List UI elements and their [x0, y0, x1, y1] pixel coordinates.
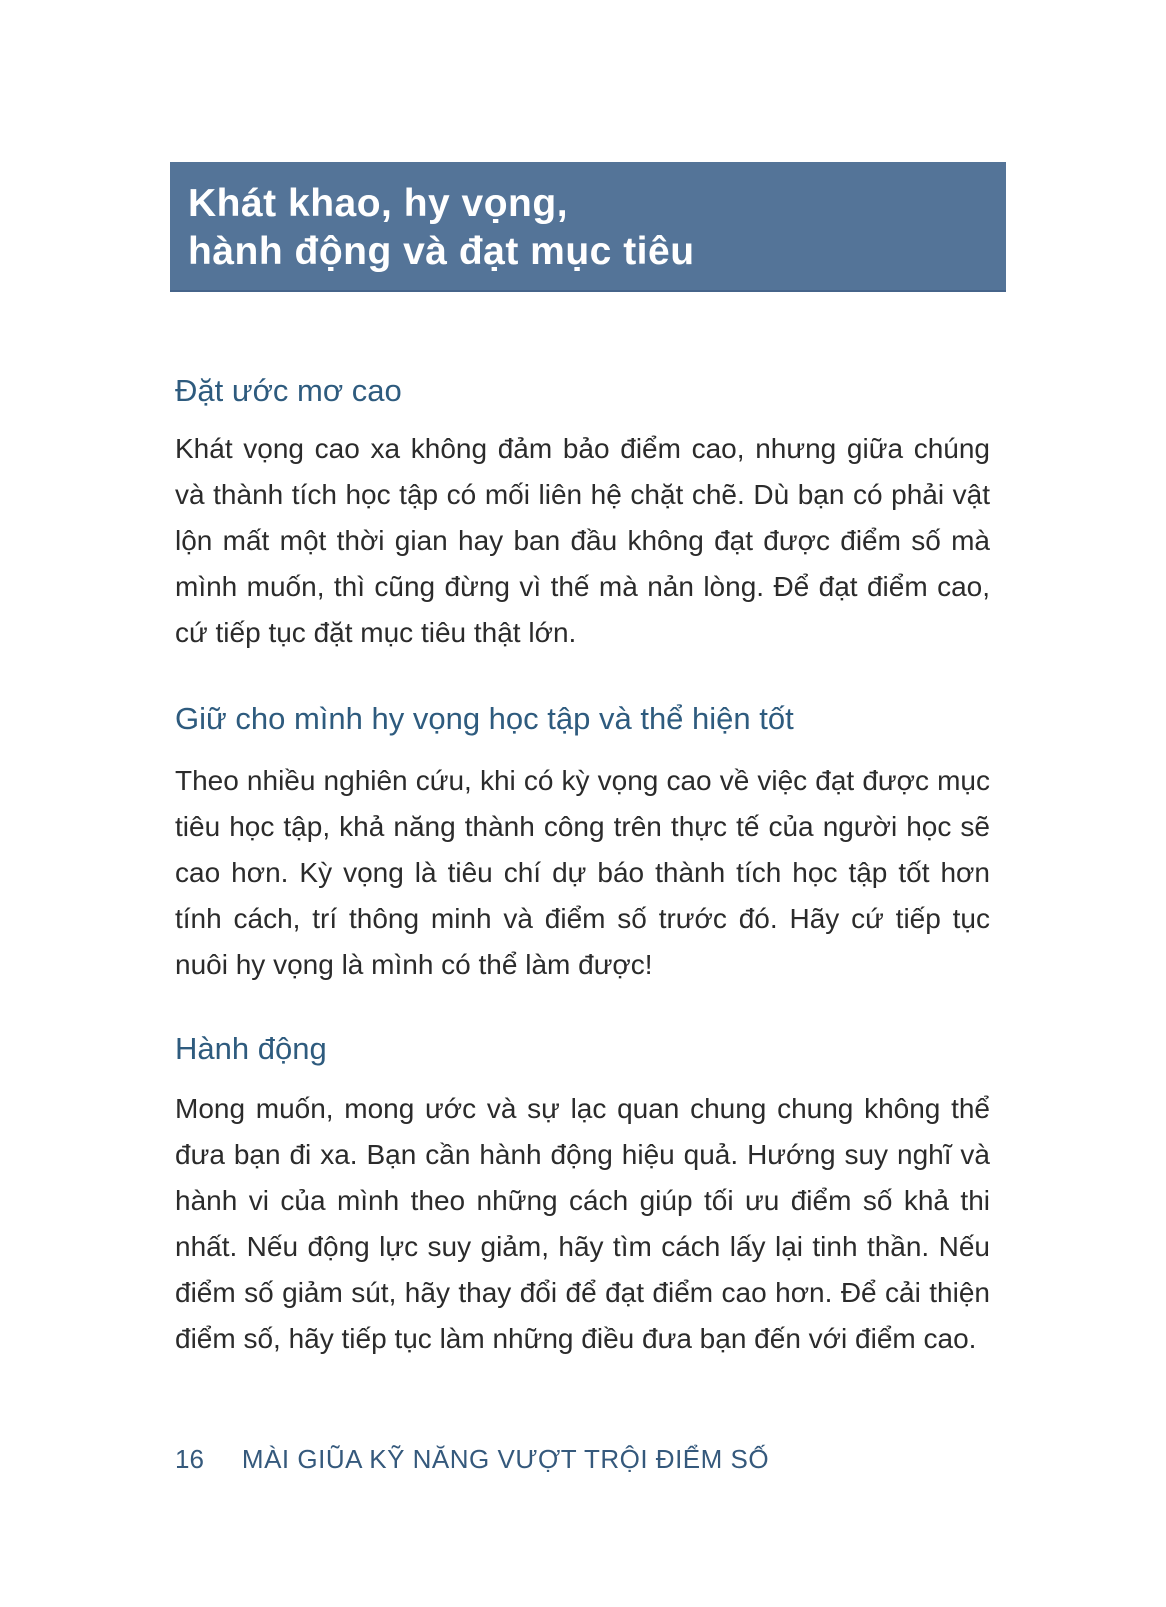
chapter-title-banner — [170, 162, 1006, 292]
section-heading: Đặt ước mơ cao — [175, 373, 402, 408]
section-paragraph: Theo nhiều nghiên cứu, khi có kỳ vọng cao về việc đạt được mục tiêu học tập, khả năng thành công trên thực tế của người học sẽ cao hơn. Kỳ vọng là tiêu chí dự báo thành tích học tập tốt hơn tính cách, trí thông minh và điểm số trước đó. Hãy cứ tiếp tục nuôi hy vọng là mình có thể làm được! — [175, 765, 990, 980]
running-title: MÀI GIŨA KỸ NĂNG VƯỢT TRỘI ĐIỂM SỐ — [241, 1444, 770, 1474]
page-number: 16 — [175, 1444, 204, 1474]
page-content — [175, 292, 990, 1362]
section-set-high-dreams — [175, 372, 990, 656]
section-paragraph: Khát vọng cao xa không đảm bảo điểm cao, nhưng giữa chúng và thành tích học tập có mối liên hệ chặt chẽ. Dù bạn có phải vật lộn mất một thời gian hay ban đầu không đạt được điểm số mà mình muốn, thì cũng đừng vì thế mà nản lòng. Để đạt điểm cao, cứ tiếp tục đặt mục tiêu thật lớn. — [175, 433, 990, 648]
page-footer — [175, 1443, 990, 1475]
chapter-title-line-1: Khát khao, hy vọng, — [188, 182, 569, 225]
section-heading: Hành động — [175, 1031, 327, 1066]
section-keep-hope — [175, 700, 990, 988]
section-paragraph: Mong muốn, mong ước và sự lạc quan chung chung không thể đưa bạn đi xa. Bạn cần hành động hiệu quả. Hướng suy nghĩ và hành vi của mình theo những cách giúp tối ưu điểm số khả thi nhất. Nếu động lực suy giảm, hãy tìm cách lấy lại tinh thần. Nếu điểm số giảm sút, hãy thay đổi để đạt điểm cao hơn. Để cải thiện điểm số, hãy tiếp tục làm những điều đưa bạn đến với điểm cao. — [175, 1093, 990, 1354]
section-heading: Giữ cho mình hy vọng học tập và thể hiện tốt — [175, 701, 794, 736]
section-take-action — [175, 1030, 990, 1362]
chapter-title-line-2: hành động và đạt mục tiêu — [188, 230, 695, 273]
